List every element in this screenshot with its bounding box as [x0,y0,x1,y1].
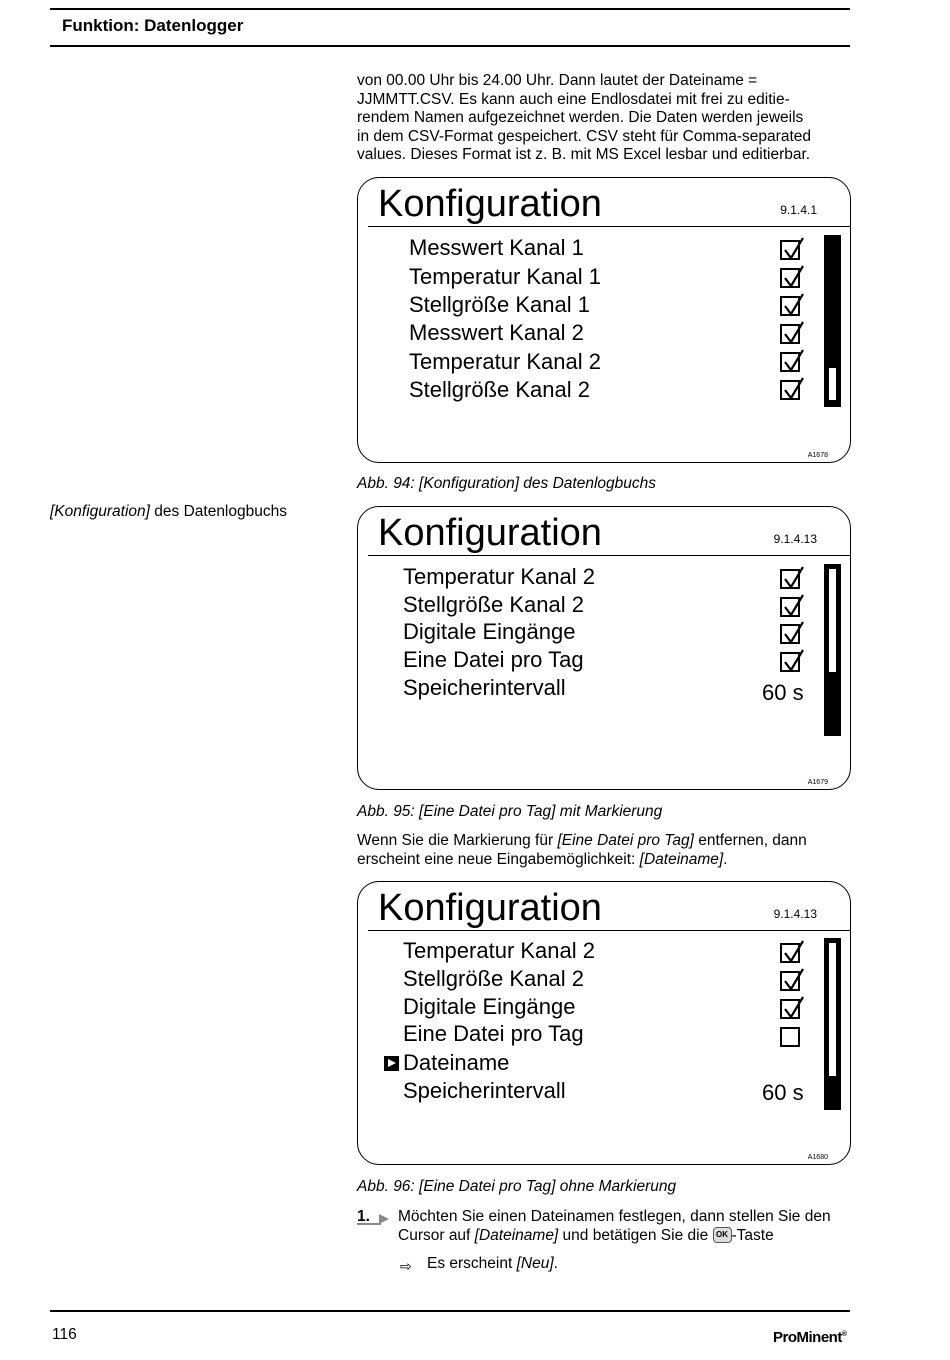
screen-title: Konfiguration [378,512,602,554]
menu-item-stellgroesse-kanal-1[interactable]: Stellgröße Kanal 1 [409,292,590,317]
checkbox-checked[interactable] [780,268,800,288]
side-note [50,503,287,521]
checkbox-checked[interactable] [780,380,800,400]
check-icon [783,321,805,345]
check-icon [783,377,805,401]
result-text-part: . [553,1255,558,1272]
header-bottom-rule [50,45,850,47]
checkbox-checked[interactable] [780,352,800,372]
figure-ref: A1678 [807,452,828,459]
checkbox-checked[interactable] [780,999,800,1019]
menu-item-stellgroesse-kanal-2[interactable]: Stellgröße Kanal 2 [409,377,590,402]
menu-item-stellgroesse-kanal-2[interactable]: Stellgröße Kanal 2 [403,592,584,617]
para-text: entfernen, dann erscheint eine neue Eingabemöglichkeit: [357,832,807,868]
screen-title: Konfiguration [378,887,602,929]
result-italic: [Neu] [516,1255,554,1272]
result-text [427,1255,558,1273]
checkbox-checked[interactable] [780,597,800,617]
brand-logo [773,1329,847,1346]
check-icon [783,621,805,645]
brand-reg: ® [841,1331,847,1338]
result-arrow-icon: ⇨ [400,1258,412,1274]
para-italic: [Dateiname] [639,850,724,868]
page-number: 116 [52,1326,77,1343]
checkbox-checked[interactable] [780,652,800,672]
footer-rule [50,1310,850,1312]
check-icon [783,349,805,373]
menu-item-temperatur-kanal-2[interactable]: Temperatur Kanal 2 [409,349,601,374]
menu-item-digitale-eingaenge[interactable]: Digitale Eingänge [403,994,576,1019]
step-arrow-icon [357,1212,391,1226]
figure-caption: Abb. 96: [Eine Datei pro Tag] ohne Markierung [357,1178,677,1195]
menu-item-temperatur-kanal-2[interactable]: Temperatur Kanal 2 [403,564,595,589]
menu-item-eine-datei-pro-tag[interactable]: Eine Datei pro Tag [403,1021,584,1046]
screen-separator [368,555,850,556]
scrollbar[interactable] [824,235,841,407]
intro-line: rendem Namen aufgezeichnet werden. Die Daten werden jeweils [357,109,804,126]
checkbox-checked[interactable] [780,971,800,991]
menu-item-stellgroesse-kanal-2[interactable]: Stellgröße Kanal 2 [403,966,584,991]
scrollbar[interactable] [824,938,841,1110]
step-text [398,1208,848,1245]
figure-ref: A1680 [807,1154,828,1161]
menu-item-messwert-kanal-2[interactable]: Messwert Kanal 2 [409,320,584,345]
para-text: . [723,850,728,868]
menu-item-digitale-eingaenge[interactable]: Digitale Eingänge [403,619,576,644]
check-icon [783,594,805,618]
figure-caption: Abb. 94: [Konfiguration] des Datenlogbuchs [357,475,657,492]
check-icon [783,265,805,289]
result-text-part: Es erscheint [427,1255,517,1272]
checkbox-unchecked[interactable] [780,1027,800,1047]
cursor-arrow-icon [384,1056,399,1071]
header-top-rule [50,8,850,10]
checkbox-checked[interactable] [780,943,800,963]
para-text: Wenn Sie die Markierung für [357,832,558,849]
body-paragraph [357,832,847,869]
screen-separator [368,226,850,227]
checkbox-checked[interactable] [780,624,800,644]
menu-item-speicherintervall[interactable]: Speicherintervall [403,1078,566,1103]
config-screen-3 [357,881,851,1165]
checkbox-checked[interactable] [780,569,800,589]
figure-caption: Abb. 95: [Eine Datei pro Tag] mit Markierung [357,803,663,820]
checkbox-checked[interactable] [780,296,800,316]
intro-line: JJMMTT.CSV. Es kann auch eine Endlosdatei mit frei zu editie- [357,90,790,108]
checkbox-checked[interactable] [780,324,800,344]
speicherintervall-value: 60 s [762,680,804,705]
menu-item-temperatur-kanal-1[interactable]: Temperatur Kanal 1 [409,264,601,289]
screen-title: Konfiguration [378,183,602,225]
menu-item-speicherintervall[interactable]: Speicherintervall [403,675,566,700]
check-icon [783,940,805,964]
menu-item-eine-datei-pro-tag[interactable]: Eine Datei pro Tag [403,647,584,672]
step-italic: [Dateiname] [474,1226,559,1244]
screen-separator [368,930,850,931]
figure-ref: A1679 [807,779,828,786]
scrollbar-thumb[interactable] [829,943,836,1076]
page-header-title: Funktion: Datenlogger [62,16,244,35]
scrollbar[interactable] [824,564,841,736]
menu-code: 9.1.4.1 [780,203,817,217]
menu-code: 9.1.4.13 [773,532,817,546]
check-icon [783,996,805,1020]
brand-name: ProMinent [773,1329,842,1346]
step-text-part: Möchten Sie einen Dateinamen festlegen, dann stellen Sie den Cursor auf [398,1208,831,1244]
menu-code: 9.1.4.13 [773,907,817,921]
menu-item-temperatur-kanal-2[interactable]: Temperatur Kanal 2 [403,938,595,963]
check-icon [783,237,805,261]
check-icon [783,649,805,673]
check-icon [783,566,805,590]
scrollbar-thumb[interactable] [829,569,836,672]
checkbox-checked[interactable] [780,240,800,260]
config-screen-1 [357,177,851,463]
step-text-part: -Taste [731,1226,774,1244]
intro-line: in dem CSV-Format gespeichert. CSV steht für Comma-separated [357,127,811,145]
ok-key-icon: OK [713,1227,732,1243]
intro-paragraph [357,72,847,165]
intro-line: von 00.00 Uhr bis 24.00 Uhr. Dann lautet der Dateiname = [357,72,758,89]
menu-item-dateiname[interactable]: Dateiname [403,1050,510,1075]
step-text-part: und betätigen Sie die [558,1226,713,1244]
intro-line: values. Dieses Format ist z. B. mit MS Excel lesbar und editierbar. [357,146,811,163]
step-number: 1. [357,1208,370,1225]
config-screen-2 [357,506,851,790]
side-note-italic: [Konfiguration] [50,503,150,520]
speicherintervall-value: 60 s [762,1080,804,1105]
check-icon [783,968,805,992]
scrollbar-thumb[interactable] [829,368,836,400]
check-icon [783,293,805,317]
side-note-text: des Datenlogbuchs [149,503,287,520]
menu-item-messwert-kanal-1[interactable]: Messwert Kanal 1 [409,235,584,260]
para-italic: [Eine Datei pro Tag] [557,832,694,849]
